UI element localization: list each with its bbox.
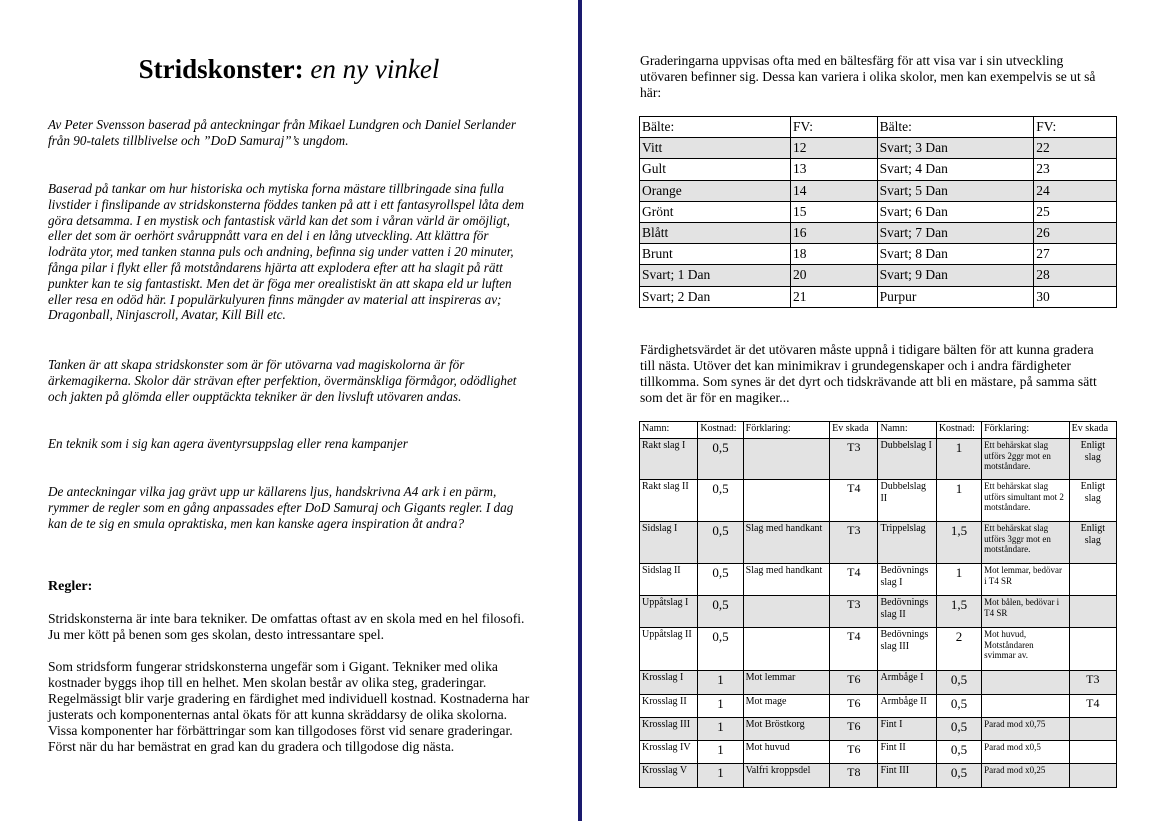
technique-cell: Mot lemmar, bedövar i T4 SR bbox=[982, 564, 1070, 596]
technique-cell: Fint I bbox=[878, 718, 936, 741]
belt-row bbox=[640, 159, 1117, 180]
belt-cell: Svart; 2 Dan bbox=[640, 286, 791, 307]
belt-table bbox=[639, 116, 1117, 308]
technique-cell: 1 bbox=[936, 439, 981, 480]
belt-cell: Gult bbox=[640, 159, 791, 180]
technique-row bbox=[640, 628, 1117, 671]
rules-heading: Regler: bbox=[48, 579, 93, 594]
technique-cell: 0,5 bbox=[698, 596, 743, 628]
belt-cell: Brunt bbox=[640, 244, 791, 265]
belt-cell: Vitt bbox=[640, 138, 791, 159]
belt-row bbox=[640, 180, 1117, 201]
belt-row bbox=[640, 286, 1117, 307]
technique-cell: Valfri kroppsdel bbox=[743, 764, 830, 788]
technique-cell: Krosslag IV bbox=[640, 741, 698, 764]
belt-cell: Orange bbox=[640, 180, 791, 201]
belt-cell: Svart; 1 Dan bbox=[640, 265, 791, 286]
technique-cell: Armbåge I bbox=[878, 671, 936, 695]
technique-cell: Mot mage bbox=[743, 695, 830, 718]
technique-cell: 1 bbox=[698, 741, 743, 764]
technique-cell: Krosslag III bbox=[640, 718, 698, 741]
technique-cell: 1,5 bbox=[936, 522, 981, 564]
title-italic: en ny vinkel bbox=[310, 54, 440, 84]
technique-cell: T6 bbox=[830, 718, 878, 741]
technique-cell: T4 bbox=[830, 564, 878, 596]
technique-cell: Ett behärskat slag utförs 3ggr mot en motståndare. bbox=[982, 522, 1070, 564]
belt-cell: 21 bbox=[790, 286, 877, 307]
technique-cell: Sidslag I bbox=[640, 522, 698, 564]
intro-paragraph: Baserad på tankar om hur historiska och mytiska forna mästare tillbringade sina fulla livstider i finslipande av stridskonsterna föddes tanken på att i ett fantasyrollspel låta dem göra detsamma. I en mystisk och fantastisk värld kan det som i våran värld är omöjligt, eller det som är oerhört svåruppnått vara en del i en lång utveckling. Att klättra för lodräta ytor, med tanken stanna puls och andning, befinna sig under vatten i 20 minuter, fånga pilar i flykt eller få motståndarens hjärta att explodera efter att ha slagit på rätt punkter kan te sig fantastiskt. Men det är föga mer orealistiskt än att skapa eld ur luften eller resa en odöd här. I populärkulyuren finns mängder av material att inspireras av; Dragonball, Ninjascroll, Avatar, Kill Bill etc. bbox=[48, 181, 525, 323]
title-bold: Stridskonster: bbox=[138, 54, 304, 84]
right-page bbox=[582, 0, 1167, 821]
technique-cell: Parad mod x0,25 bbox=[982, 764, 1070, 788]
technique-cell: Mot huvud bbox=[743, 741, 830, 764]
technique-cell: 0,5 bbox=[936, 741, 981, 764]
technique-row bbox=[640, 564, 1117, 596]
belt-cell: 25 bbox=[1034, 201, 1117, 222]
belt-cell: 27 bbox=[1034, 244, 1117, 265]
technique-cell: 0,5 bbox=[698, 522, 743, 564]
belt-header-cell: Bälte: bbox=[877, 117, 1034, 138]
belt-cell: 12 bbox=[790, 138, 877, 159]
technique-row bbox=[640, 764, 1117, 788]
technique-cell: T6 bbox=[830, 671, 878, 695]
technique-row bbox=[640, 741, 1117, 764]
technique-row bbox=[640, 522, 1117, 564]
technique-cell: Dubbelslag II bbox=[878, 480, 936, 522]
belt-cell: 14 bbox=[790, 180, 877, 201]
technique-cell: 0,5 bbox=[698, 564, 743, 596]
belt-table-header bbox=[640, 117, 1117, 138]
idea-paragraph: Tanken är att skapa stridskonster som är för utövarna vad magiskolorna är för ärkemagikerna. Skolor där strävan efter perfektion, övermänskliga förmågor, odödlighet och jakten på glömda eller oupptäckta tekniker är den livsluft utövaren andas. bbox=[48, 357, 517, 404]
belt-cell: Svart; 5 Dan bbox=[877, 180, 1034, 201]
belt-cell: 28 bbox=[1034, 265, 1117, 286]
technique-cell: Uppåtslag II bbox=[640, 628, 698, 671]
technique-cell: Enligt slag bbox=[1069, 439, 1116, 480]
technique-cell: Parad mod x0,5 bbox=[982, 741, 1070, 764]
belt-cell: Svart; 4 Dan bbox=[877, 159, 1034, 180]
technique-header-cell: Ev skada bbox=[1069, 422, 1116, 439]
technique-row bbox=[640, 718, 1117, 741]
technique-cell: Mot lemmar bbox=[743, 671, 830, 695]
technique-cell: T6 bbox=[830, 741, 878, 764]
technique-cell: 0,5 bbox=[698, 628, 743, 671]
technique-cell: Armbåge II bbox=[878, 695, 936, 718]
technique-cell: Bedövnings slag III bbox=[878, 628, 936, 671]
belt-header-cell: Bälte: bbox=[640, 117, 791, 138]
belt-row bbox=[640, 201, 1117, 222]
technique-header-cell: Förklaring: bbox=[982, 422, 1070, 439]
notes-paragraph: De anteckningar vilka jag grävt upp ur källarens ljus, handskrivna A4 ark i en pärm, rymmer de regler som en gång anpassades efter DoD Samuraj och Gigants regler. I dag kan de te sig en smula opraktiska, men kan kanske agera inspiration åt andra? bbox=[48, 484, 514, 531]
technique-cell: 1 bbox=[698, 671, 743, 695]
belt-cell: Svart; 7 Dan bbox=[877, 222, 1034, 243]
technique-cell: 1 bbox=[936, 564, 981, 596]
technique-cell: Trippelslag bbox=[878, 522, 936, 564]
technique-cell: Mot huvud, Motståndaren svimmar av. bbox=[982, 628, 1070, 671]
technique-cell: Slag med handkant bbox=[743, 522, 830, 564]
technique-cell bbox=[1069, 564, 1116, 596]
technique-cell: T6 bbox=[830, 695, 878, 718]
technique-cell bbox=[1069, 764, 1116, 788]
technique-cell: 1 bbox=[698, 764, 743, 788]
technique-cell: Sidslag II bbox=[640, 564, 698, 596]
byline: Av Peter Svensson baserad på anteckningar från Mikael Lundgren och Daniel Serlander från 90-talets tillblivelse och ”DoD Samuraj”’s ungdom. bbox=[48, 117, 516, 148]
technique-row bbox=[640, 596, 1117, 628]
technique-cell bbox=[1069, 718, 1116, 741]
technique-cell: Ett behärskat slag utförs simultant mot 2 motståndare. bbox=[982, 480, 1070, 522]
belt-cell: 18 bbox=[790, 244, 877, 265]
technique-cell: Ett behärskat slag utförs 2ggr mot en motståndare. bbox=[982, 439, 1070, 480]
technique-cell: 0,5 bbox=[698, 439, 743, 480]
belt-cell: 24 bbox=[1034, 180, 1117, 201]
rules-paragraph-1: Stridskonsterna är inte bara tekniker. De omfattas oftast av en skola med en hel filosofi. Ju mer kött på benen som ges skolan, desto intressantare spel. bbox=[48, 611, 525, 642]
technique-cell: T8 bbox=[830, 764, 878, 788]
belt-row bbox=[640, 244, 1117, 265]
technique-cell: 2 bbox=[936, 628, 981, 671]
technique-cell: T3 bbox=[830, 596, 878, 628]
belts-intro: Graderingarna uppvisas ofta med en bältesfärg för att visa var i sin utveckling utövaren befinner sig. Dessa kan variera i olika skolor, men kan exempelvis se ut så här: bbox=[640, 53, 1096, 100]
technique-cell bbox=[1069, 741, 1116, 764]
technique-table-header bbox=[640, 422, 1117, 439]
technique-cell bbox=[743, 480, 830, 522]
technique-header-cell: Kostnad: bbox=[936, 422, 981, 439]
technique-header-cell: Förklaring: bbox=[743, 422, 830, 439]
technique-cell: 1 bbox=[936, 480, 981, 522]
belt-row bbox=[640, 222, 1117, 243]
belt-row bbox=[640, 138, 1117, 159]
technique-cell: Enligt slag bbox=[1069, 480, 1116, 522]
technique-row bbox=[640, 671, 1117, 695]
technique-cell: Fint III bbox=[878, 764, 936, 788]
technique-cell: 0,5 bbox=[936, 764, 981, 788]
technique-cell: T3 bbox=[830, 439, 878, 480]
technique-cell bbox=[743, 596, 830, 628]
technique-table bbox=[639, 421, 1117, 788]
technique-cell bbox=[1069, 628, 1116, 671]
technique-cell: T4 bbox=[830, 628, 878, 671]
technique-row bbox=[640, 439, 1117, 480]
belt-cell: 26 bbox=[1034, 222, 1117, 243]
belt-cell: 15 bbox=[790, 201, 877, 222]
technique-cell: Bedövnings slag II bbox=[878, 596, 936, 628]
belt-cell: 13 bbox=[790, 159, 877, 180]
belt-cell: Svart; 6 Dan bbox=[877, 201, 1034, 222]
technique-cell bbox=[743, 439, 830, 480]
technique-cell: 0,5 bbox=[936, 671, 981, 695]
belt-header-cell: FV: bbox=[790, 117, 877, 138]
middle-paragraph: Färdighetsvärdet är det utövaren måste uppnå i tidigare bälten för att kunna gradera till nästa. Utöver det kan minimikrav i grundegenskaper och i andra färdigheter tillkomma. Som synes är det dyrt och tidskrävande att bli en mästare, på samma sätt som det är för en magiker... bbox=[640, 342, 1097, 405]
technique-cell: Bedövnings slag I bbox=[878, 564, 936, 596]
technique-cell: 1,5 bbox=[936, 596, 981, 628]
technique-cell: Mot bålen, bedövar i T4 SR bbox=[982, 596, 1070, 628]
technique-header-cell: Namn: bbox=[878, 422, 936, 439]
technique-cell: Uppåtslag I bbox=[640, 596, 698, 628]
technique-paragraph: En teknik som i sig kan agera äventyrsuppslag eller rena kampanjer bbox=[48, 436, 408, 451]
belt-header-cell: FV: bbox=[1034, 117, 1117, 138]
technique-cell: Krosslag V bbox=[640, 764, 698, 788]
technique-cell: Rakt slag I bbox=[640, 439, 698, 480]
technique-cell: T3 bbox=[1069, 671, 1116, 695]
belt-row bbox=[640, 265, 1117, 286]
technique-cell: 1 bbox=[698, 718, 743, 741]
technique-cell: T4 bbox=[830, 480, 878, 522]
belt-cell: Svart; 8 Dan bbox=[877, 244, 1034, 265]
technique-row bbox=[640, 480, 1117, 522]
technique-cell: 1 bbox=[698, 695, 743, 718]
technique-header-cell: Ev skada bbox=[830, 422, 878, 439]
technique-cell: Fint II bbox=[878, 741, 936, 764]
belt-cell: Blått bbox=[640, 222, 791, 243]
technique-cell: T3 bbox=[830, 522, 878, 564]
technique-cell bbox=[982, 671, 1070, 695]
technique-header-cell: Namn: bbox=[640, 422, 698, 439]
belt-cell: Grönt bbox=[640, 201, 791, 222]
belt-cell: 20 bbox=[790, 265, 877, 286]
technique-cell bbox=[1069, 596, 1116, 628]
technique-cell: 0,5 bbox=[936, 695, 981, 718]
technique-cell: Krosslag I bbox=[640, 671, 698, 695]
technique-cell: 0,5 bbox=[698, 480, 743, 522]
document-title bbox=[0, 54, 578, 85]
technique-cell: Parad mod x0,75 bbox=[982, 718, 1070, 741]
technique-cell: Enligt slag bbox=[1069, 522, 1116, 564]
belt-cell: Purpur bbox=[877, 286, 1034, 307]
technique-cell: T4 bbox=[1069, 695, 1116, 718]
belt-cell: 30 bbox=[1034, 286, 1117, 307]
belt-cell: Svart; 9 Dan bbox=[877, 265, 1034, 286]
technique-cell: Slag med handkant bbox=[743, 564, 830, 596]
technique-row bbox=[640, 695, 1117, 718]
technique-cell: Mot Bröstkorg bbox=[743, 718, 830, 741]
technique-cell: Krosslag II bbox=[640, 695, 698, 718]
belt-cell: 22 bbox=[1034, 138, 1117, 159]
technique-header-cell: Kostnad: bbox=[698, 422, 743, 439]
technique-cell bbox=[982, 695, 1070, 718]
belt-cell: 23 bbox=[1034, 159, 1117, 180]
left-page bbox=[0, 0, 578, 821]
rules-paragraph-2: Som stridsform fungerar stridskonsterna ungefär som i Gigant. Tekniker med olika kostnader byggs ihop till en helhet. Men skolan består av olika steg, graderingar. Regelmässigt blir varje gradering en färdighet med individuell kostnad. Kostnaderna har justerats och komponenternas antal ökats för att kunna skräddarsy de olika skolorna. Vissa komponenter har förbättringar som kan tillgodoses först vid senare graderingar. Först när du har bemästrat en grad kan du gradera och tillgodose dig nästa. bbox=[48, 659, 530, 754]
technique-cell: 0,5 bbox=[936, 718, 981, 741]
technique-cell: Dubbelslag I bbox=[878, 439, 936, 480]
technique-cell bbox=[743, 628, 830, 671]
technique-cell: Rakt slag II bbox=[640, 480, 698, 522]
belt-cell: Svart; 3 Dan bbox=[877, 138, 1034, 159]
belt-cell: 16 bbox=[790, 222, 877, 243]
